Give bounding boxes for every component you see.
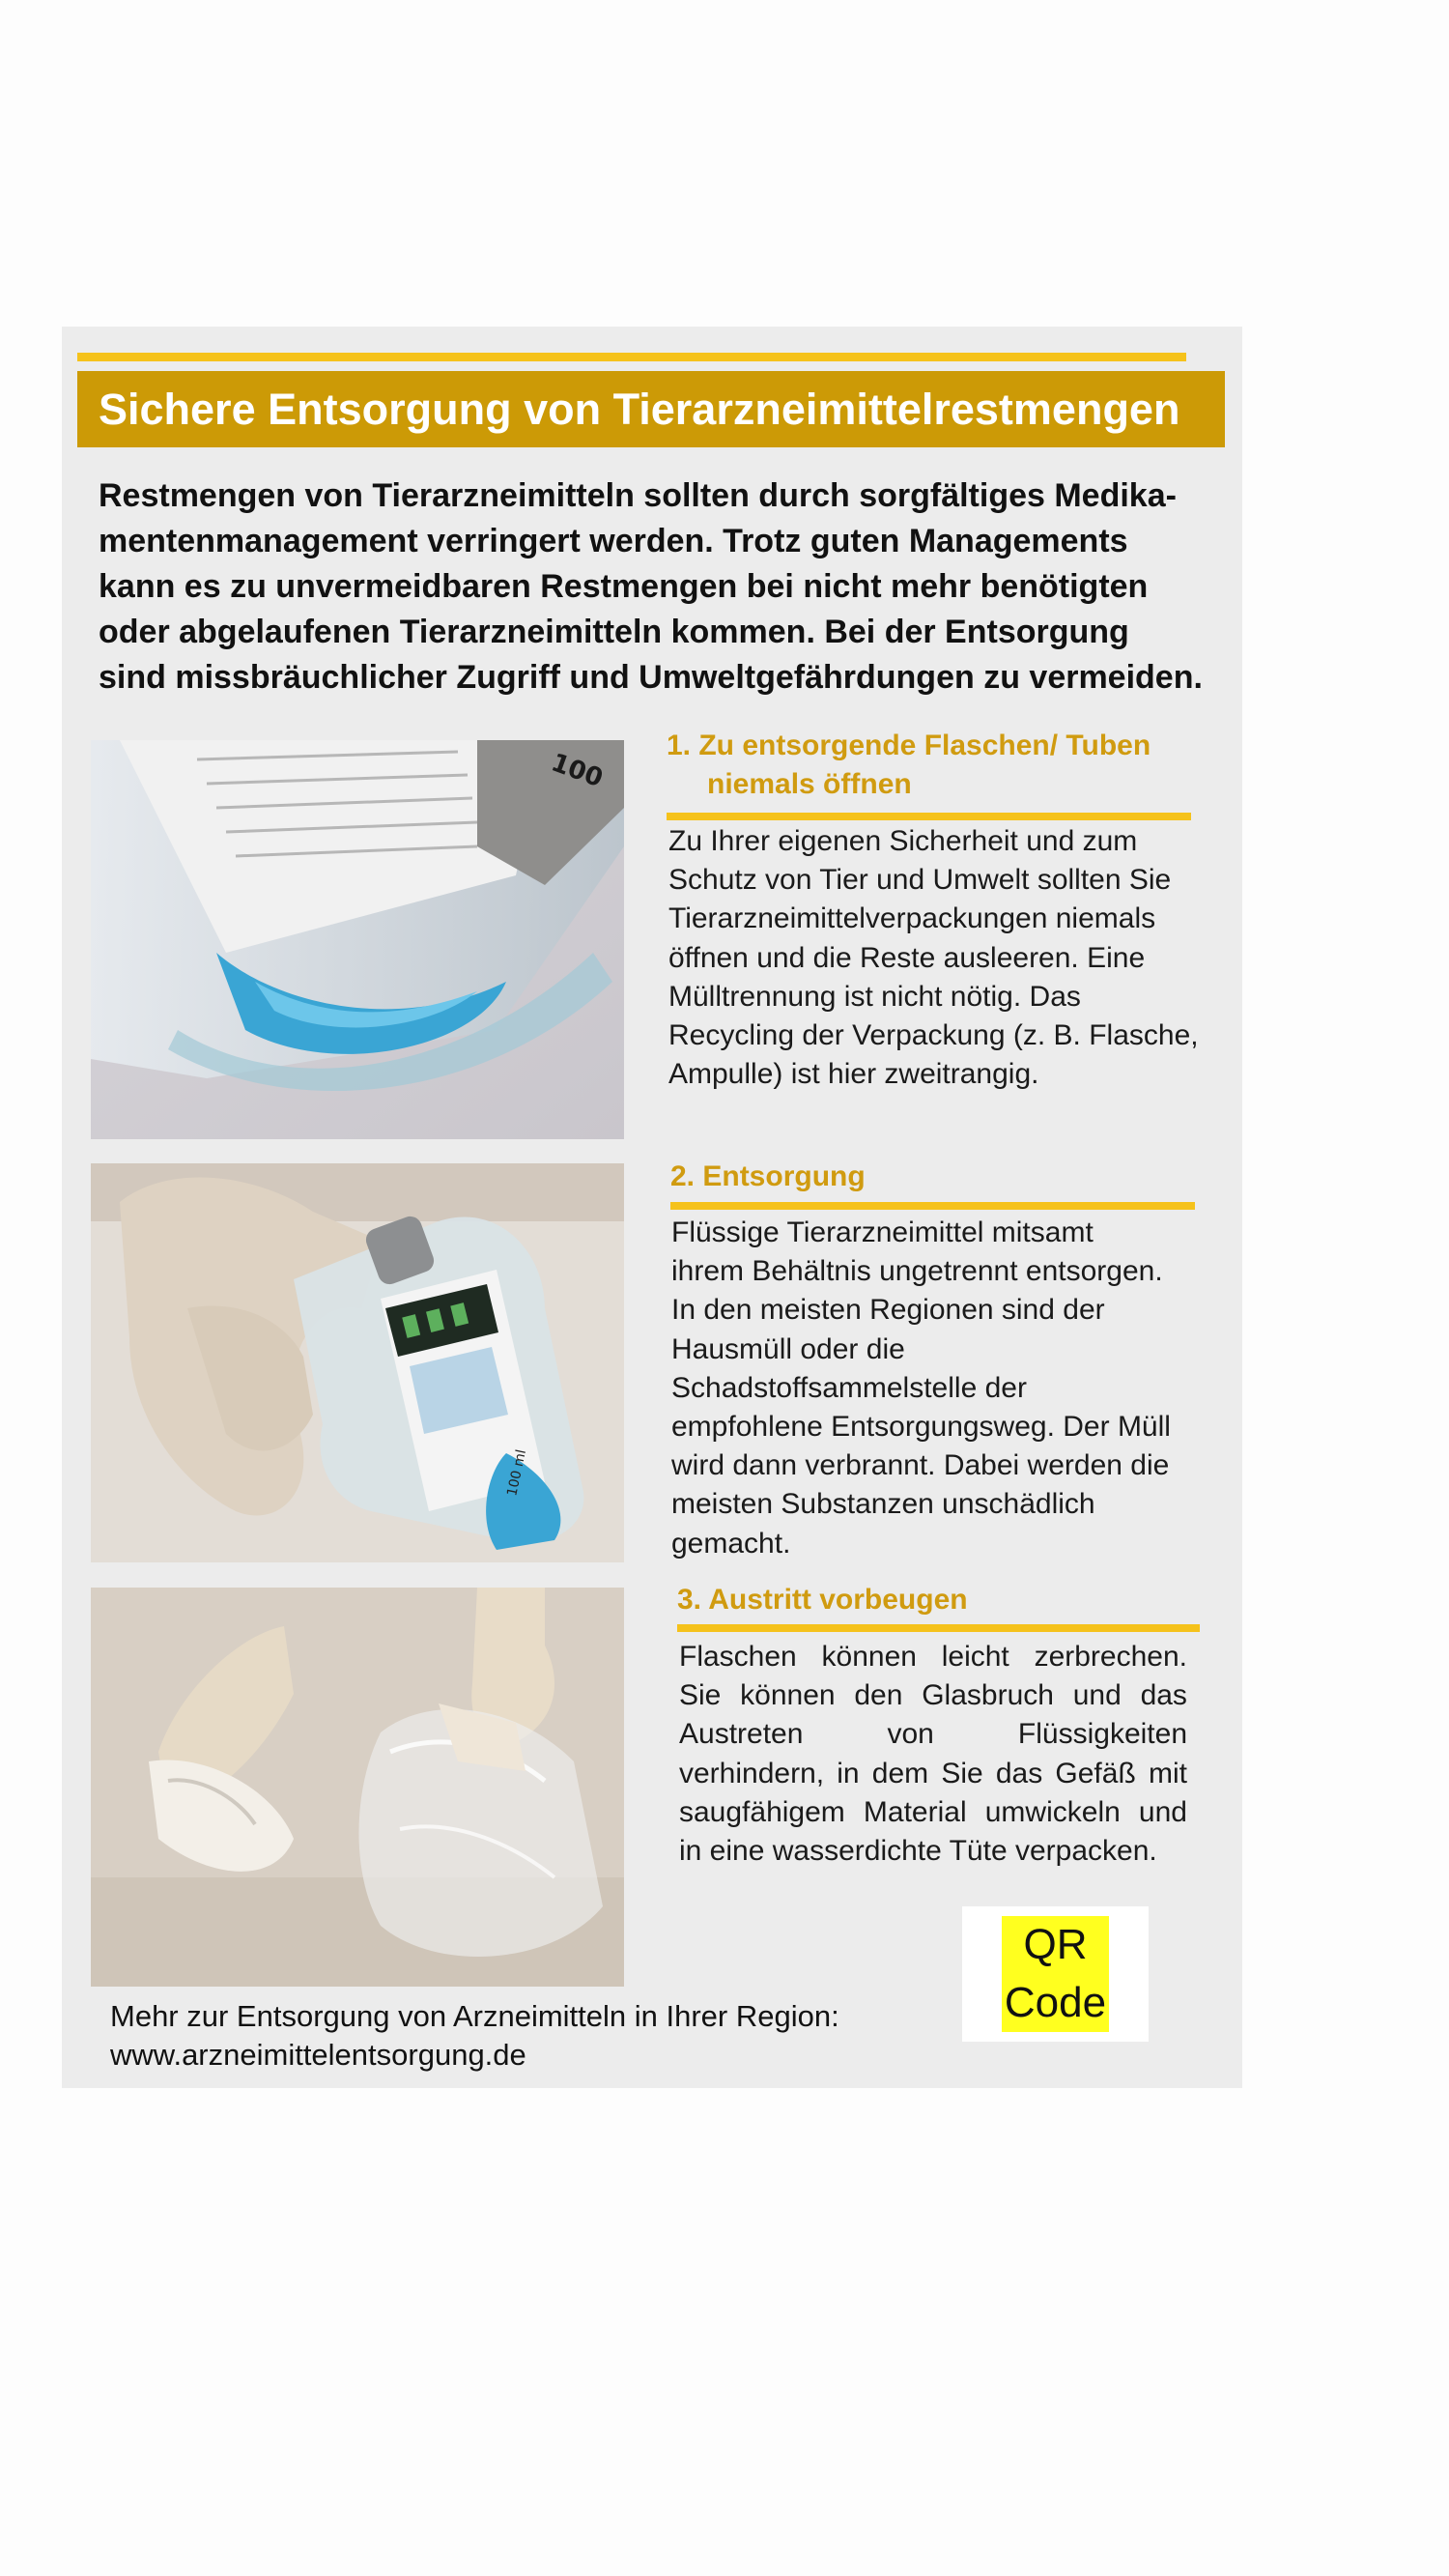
section-3-line	[679, 1638, 1187, 1676]
vial-volume-label: 100 ml	[504, 1447, 530, 1498]
section-2-heading	[670, 1158, 866, 1196]
section-1-line: Mülltrennung ist nicht nötig. Das	[668, 980, 1081, 1013]
intro-line: mentenmanagement verringert werden. Trotz guten Managements	[99, 523, 1128, 559]
word: das	[1140, 1679, 1187, 1712]
title-banner	[77, 371, 1225, 447]
word: Glasbruch	[922, 1679, 1054, 1712]
word: zerbrechen.	[1034, 1641, 1187, 1673]
intro-line: kann es zu unvermeidbaren Restmengen bei nicht mehr benötigten	[99, 568, 1149, 605]
section-2-rule	[670, 1202, 1195, 1210]
section-2-line: meisten Substanzen unschädlich	[671, 1488, 1095, 1521]
footer-text: Mehr zur Entsorgung von Arzneimitteln in Ihrer Region:	[110, 1999, 839, 2033]
qr-label-line: QR	[1023, 1921, 1088, 1968]
section-1-heading-line: niemals öffnen	[707, 768, 912, 800]
section-3-line: in eine wasserdichte Tüte verpacken.	[679, 1835, 1157, 1868]
word: saugfähigem	[679, 1795, 845, 1828]
section-2-line: gemacht.	[671, 1527, 791, 1560]
word: das	[995, 1757, 1043, 1789]
word: Sie	[679, 1679, 722, 1712]
section-3-rule	[677, 1624, 1200, 1632]
section-3-heading	[677, 1581, 968, 1619]
section-3-body	[679, 1638, 1187, 1871]
section-2-line: Hausmüll oder die	[671, 1332, 905, 1365]
section-2-line: In den meisten Regionen sind der	[671, 1294, 1105, 1327]
word: verhindern,	[679, 1757, 825, 1789]
section-1-line: Zu Ihrer eigenen Sicherheit und zum	[668, 825, 1138, 857]
qr-code-label	[1002, 1916, 1109, 2032]
word: Flaschen	[679, 1641, 797, 1673]
section-1-line: Recycling der Verpackung (z. B. Flasche,	[668, 1019, 1199, 1052]
word: von	[887, 1718, 934, 1751]
intro-paragraph	[99, 473, 1229, 701]
section-1-heading	[667, 727, 1151, 804]
word: mit	[1148, 1757, 1187, 1789]
page-title: Sichere Entsorgung von Tierarzneimittelrestmengen	[99, 384, 1180, 434]
word: und	[1072, 1679, 1122, 1712]
word: Austreten	[679, 1718, 804, 1751]
section-1-heading-line: 1. Zu entsorgende Flaschen/ Tuben	[667, 730, 1151, 761]
section-1-line: Schutz von Tier und Umwelt sollten Sie	[668, 864, 1172, 897]
qr-code-placeholder[interactable]	[962, 1906, 1149, 2042]
word: Flüssigkeiten	[1017, 1718, 1187, 1751]
qr-label-line: Code	[1004, 1979, 1107, 2026]
section-1-line: öffnen und die Reste ausleeren. Eine	[668, 941, 1146, 974]
word: umwickeln	[984, 1795, 1121, 1828]
section-3-line	[679, 1755, 1187, 1793]
bottle-volume-label: 100	[547, 748, 607, 794]
section-2-body	[671, 1214, 1171, 1563]
intro-line: oder abgelaufenen Tierarzneimitteln kommen. Bei der Entsorgung	[99, 614, 1129, 650]
word: Gefäß	[1055, 1757, 1136, 1789]
section-3-line	[679, 1676, 1187, 1715]
section-2-line: empfohlene Entsorgungsweg. Der Müll	[671, 1411, 1171, 1444]
section-3-line	[679, 1793, 1187, 1832]
section-2-line: Flüssige Tierarzneimittel mitsamt	[671, 1216, 1094, 1248]
word: leicht	[941, 1641, 1009, 1673]
word: und	[1138, 1795, 1187, 1828]
word: dem	[871, 1757, 929, 1789]
section-1-line: Tierarzneimittelverpackungen niemals	[668, 902, 1156, 935]
footer-note	[110, 1997, 839, 2075]
photo-bottle-closeup	[91, 740, 624, 1139]
section-2-line: ihrem Behältnis ungetrennt entsorgen.	[671, 1255, 1163, 1288]
footer-link[interactable]: www.arzneimittelentsorgung.de	[110, 2038, 526, 2072]
word: in	[837, 1757, 860, 1789]
top-accent-rule	[77, 353, 1186, 361]
section-1-body	[668, 822, 1199, 1094]
section-3-line	[679, 1715, 1187, 1754]
intro-line: Restmengen von Tierarzneimitteln sollten durch sorgfältiges Medika-	[99, 477, 1177, 514]
section-3-heading-line: 3. Austritt vorbeugen	[677, 1584, 968, 1616]
photo-wrapping-bag	[91, 1588, 624, 1987]
section-2-heading-line: 2. Entsorgung	[670, 1160, 866, 1192]
word: Sie	[941, 1757, 983, 1789]
word: können	[821, 1641, 917, 1673]
photo-gloved-hand-vial	[91, 1163, 624, 1562]
word: den	[854, 1679, 903, 1712]
word: können	[740, 1679, 836, 1712]
section-2-line: Schadstoffsammelstelle der	[671, 1371, 1027, 1404]
section-1-line: Ampulle) ist hier zweitrangig.	[668, 1058, 1039, 1091]
section-2-line: wird dann verbrannt. Dabei werden die	[671, 1449, 1170, 1482]
word: Material	[863, 1795, 967, 1828]
intro-line: sind missbräuchlicher Zugriff und Umweltgefährdungen zu vermeiden.	[99, 659, 1203, 696]
section-1-rule	[667, 813, 1191, 820]
